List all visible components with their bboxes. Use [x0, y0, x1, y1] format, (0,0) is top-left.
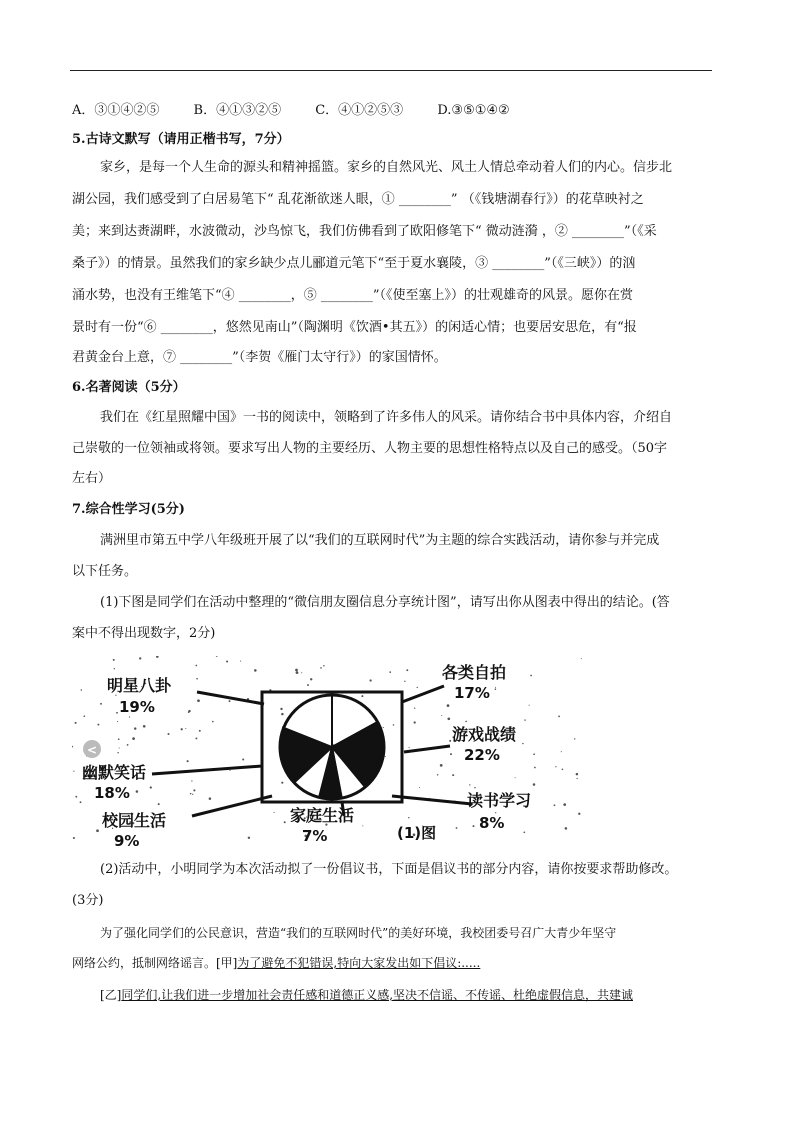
speckle: [562, 769, 564, 771]
q7-intro-line: 满洲里市第五中学八年级班开展了以“我们的互联网时代”为主题的综合实践活动，请你参与并完成: [100, 533, 660, 548]
proposal-text: 网络公约，抵制网络谣言。[甲]: [72, 956, 238, 970]
speckle: [113, 659, 115, 661]
top-rule: [70, 70, 712, 71]
speckle: [574, 738, 575, 739]
speckle: [75, 722, 77, 724]
speckle: [534, 767, 536, 769]
speckle: [73, 837, 75, 839]
speckle: [190, 793, 192, 795]
slice-value: 19%: [119, 698, 155, 716]
speckle: [450, 753, 452, 755]
speckle: [419, 787, 420, 788]
speckle: [576, 773, 579, 776]
speckle: [117, 752, 118, 753]
speckle: [361, 695, 363, 697]
speckle: [369, 679, 371, 681]
q4-option-d: D.③⑤①④②: [437, 103, 510, 118]
speckle: [440, 764, 443, 767]
speckle: [558, 716, 560, 718]
q5-line: 家乡，是每一个人生命的源头和精神摇篮。家乡的自然风光、风土人情总牵动着人们的内心。信步北: [100, 160, 673, 175]
speckle: [474, 787, 476, 789]
speckle: [320, 667, 322, 669]
speckle: [414, 708, 415, 709]
speckle: [199, 730, 201, 732]
speckle: [565, 827, 568, 830]
speckle: [495, 688, 497, 690]
speckle: [296, 671, 299, 674]
speckle: [185, 728, 186, 729]
speckle: [193, 789, 195, 791]
speckle: [409, 747, 410, 748]
speckle: [195, 737, 197, 739]
speckle: [529, 705, 530, 706]
speckle: [452, 774, 454, 776]
q5-line: 涌水势，也没有王维笔下“④ ________，⑤ ________”（《使至塞上》）的壮观雄奇的风景。愿你在赏: [72, 288, 634, 303]
speckle: [240, 661, 241, 662]
speckle: [522, 743, 523, 744]
q5-line: 湖公园，我们感受到了白居易笔下“ 乱花渐欲迷人眼，① ________” （《钱塘湖春行》）的花草映衬之: [72, 192, 644, 207]
speckle: [116, 712, 118, 714]
slice-label: 各类自拍: [442, 663, 507, 682]
q7-sub1-line: 案中不得出现数字，2分): [72, 626, 216, 641]
speckle: [301, 672, 302, 673]
proposal-line: [72, 953, 480, 973]
q7-sub1-line: (1)下图是同学们在活动中整理的“微信朋友圈信息分享统计图”，请写出你从图表中得出的结论。(答: [100, 595, 670, 610]
speckle: [389, 671, 391, 673]
speckle: [524, 719, 525, 720]
q5-line: 君黄金台上意，⑦ ________”（李贺《雁门太守行》）的家国情怀。: [72, 350, 447, 365]
slice-label: 游戏战绩: [452, 725, 517, 744]
speckle: [465, 721, 467, 723]
speckle: [280, 708, 282, 710]
speckle: [530, 675, 532, 677]
slice-label: 校园生活: [102, 811, 167, 830]
speckle: [561, 751, 562, 752]
speckle: [139, 657, 141, 659]
speckle: [229, 700, 231, 702]
slice-label: 读书学习: [467, 791, 532, 810]
speckle: [195, 665, 197, 667]
chevron-left-icon[interactable]: <: [87, 743, 98, 757]
q7-title: 7.综合性学习(5分): [72, 502, 185, 517]
speckle: [281, 713, 283, 715]
speckle: [75, 796, 77, 798]
speckle: [248, 837, 250, 839]
speckle: [515, 777, 516, 778]
speckle: [197, 699, 200, 702]
q4-option-a: A．③①④②⑤: [72, 103, 160, 118]
speckle: [533, 753, 535, 755]
q5-line: 景时有一份“⑥ ________，悠然见南山”（陶渊明《饮酒•其五》）的闲适心情；也要居安思危，有“报: [72, 320, 637, 335]
slice-value: 7%: [302, 827, 328, 845]
q6-title: 6.名著阅读（5分）: [72, 380, 186, 395]
speckle: [456, 827, 458, 829]
proposal-line: [100, 985, 633, 1005]
speckle: [129, 716, 130, 717]
speckle: [581, 658, 582, 659]
q7-sub2-line: (2)活动中，小明同学为本次活动拟了一份倡议书，下面是倡议书的部分内容，请你按要求帮助修改。: [100, 862, 678, 877]
speckle: [127, 744, 129, 746]
speckle: [119, 747, 120, 748]
speckle: [284, 821, 286, 823]
q6-line: 左右）: [72, 471, 112, 486]
speckle: [132, 737, 135, 740]
speckle: [393, 724, 395, 726]
speckle: [473, 825, 475, 827]
speckle: [118, 738, 120, 740]
speckle: [158, 803, 160, 805]
speckle: [469, 784, 470, 785]
speckle: [181, 728, 183, 730]
speckle: [404, 681, 405, 682]
q4-option-c: C．④①②⑤③: [315, 103, 404, 118]
proposal-sentence-a: 为了避免不犯错误,特向大家发出如下倡议:.....: [237, 956, 481, 970]
proposal-tag-b: [乙]: [100, 988, 122, 1002]
speckle: [188, 711, 190, 713]
speckle: [523, 831, 525, 833]
speckle: [168, 733, 170, 735]
slice-label: 明星八卦: [107, 676, 172, 695]
speckle: [417, 687, 418, 688]
slice-value: 8%: [479, 814, 505, 832]
speckle: [143, 725, 146, 728]
speckle: [383, 727, 384, 728]
speckle: [385, 756, 386, 757]
speckle: [134, 727, 136, 729]
speckle: [80, 801, 82, 803]
speckle: [307, 684, 309, 686]
speckle: [408, 817, 409, 818]
speckle: [229, 770, 230, 771]
speckle: [242, 758, 244, 760]
speckle: [441, 715, 442, 716]
q5-line: 美；来到达赉湖畔，水波微动，沙鸟惊飞，我们仿佛看到了欧阳修笔下“ 微动涟漪 ，② ________”（《采: [72, 224, 657, 239]
speckle: [533, 783, 536, 786]
speckle: [295, 669, 298, 672]
slice-value: 9%: [114, 832, 140, 846]
q7-intro-line: 以下任务。: [72, 564, 138, 579]
speckle: [274, 812, 275, 813]
speckle: [449, 740, 451, 742]
proposal-line: 为了强化同学们的公民意识，营造“我们的互联网时代”的美好环境，我校团委号召广大青少年坚守: [100, 926, 617, 940]
speckle: [117, 721, 118, 722]
speckle: [97, 724, 99, 726]
speckle: [362, 825, 363, 826]
speckle: [554, 804, 556, 806]
q7-sub2-line: (3分): [72, 893, 104, 908]
speckle: [576, 778, 577, 779]
speckle: [414, 721, 416, 723]
proposal-sentence-b: 同学们,让我们进一步增加社会责任感和道德正义感,坚决不信谣、不传谣、杜绝虚假信息，共建诚: [121, 988, 634, 1002]
speckle: [310, 678, 312, 680]
speckle: [447, 704, 450, 707]
share-statistics-chart: [72, 656, 588, 846]
speckle: [281, 782, 283, 784]
q4-option-b: B．④①③②⑤: [193, 103, 282, 118]
q6-line: 我们在《红星照耀中国》一书的阅读中，领略到了许多伟人的风采。请你结合书中具体内容，介绍自: [100, 410, 673, 425]
speckle: [96, 829, 99, 832]
speckle: [212, 721, 214, 723]
speckle: [73, 771, 74, 772]
slice-label: 幽默笑话: [82, 763, 147, 782]
speckle: [437, 774, 438, 775]
speckle: [578, 813, 580, 815]
speckle: [447, 717, 450, 720]
q6-line: 己崇敬的一位领袖或将领。要求写出人物的主要经历、人物主要的思想性格特点以及自己的感受。（50字: [72, 441, 668, 456]
pie: [280, 695, 384, 799]
speckle: [187, 760, 189, 762]
speckle: [323, 665, 325, 667]
speckle: [555, 766, 556, 767]
slice-value: 17%: [454, 684, 490, 702]
speckle: [114, 668, 115, 669]
chart-caption: (1)图: [397, 824, 437, 842]
speckle: [226, 660, 228, 662]
speckle: [83, 715, 85, 717]
speckle: [136, 790, 139, 793]
speckle: [191, 780, 192, 781]
q5-title: 5.古诗文默写（请用正楷书写，7分）: [72, 132, 290, 147]
slice-label: 家庭生活: [290, 806, 355, 825]
speckle: [209, 797, 212, 800]
speckle: [563, 803, 566, 806]
speckle: [192, 794, 193, 795]
speckle: [495, 687, 496, 688]
slice-value: 18%: [94, 784, 130, 802]
speckle: [150, 786, 152, 788]
speckle: [196, 678, 198, 680]
q4-options: [72, 101, 540, 121]
speckle: [254, 669, 257, 672]
speckle: [100, 703, 102, 705]
q5-line: 桑子》）的情景。虽然我们的家乡缺少点儿郦道元笔下“至于夏水襄陵，③ ________”（《三峡》）的汹: [72, 256, 636, 271]
speckle: [406, 669, 408, 671]
slice-value: 22%: [464, 746, 500, 764]
speckle: [81, 689, 83, 691]
